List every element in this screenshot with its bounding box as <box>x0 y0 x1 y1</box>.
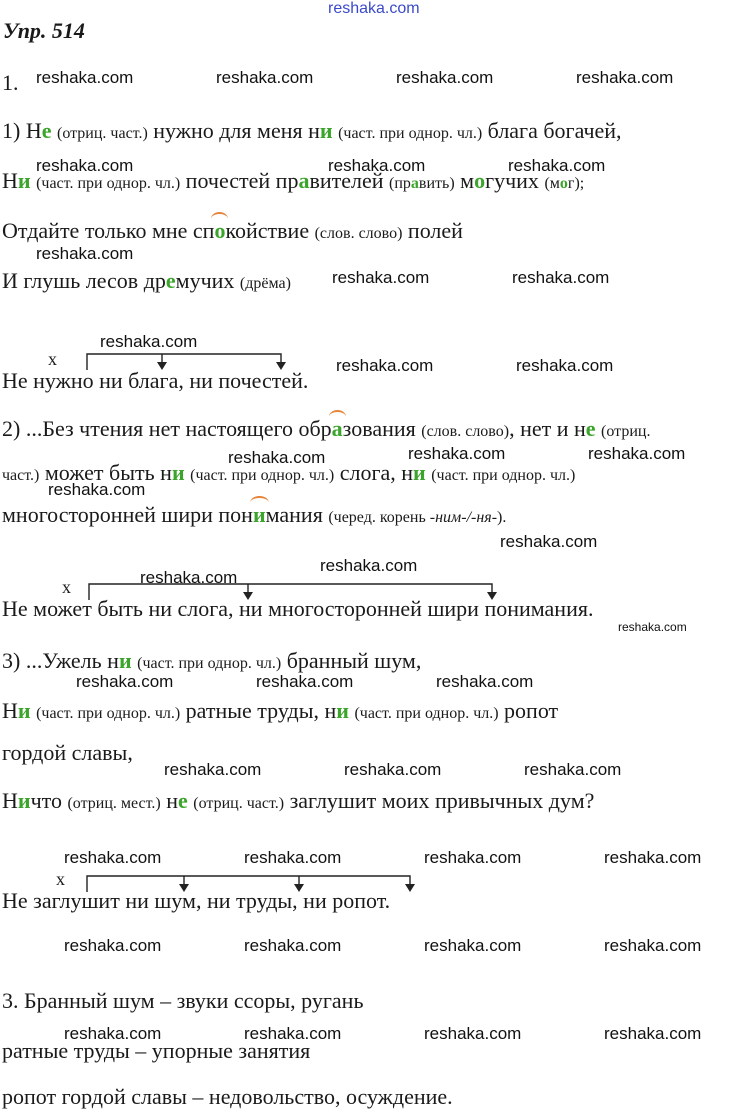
s3-line-4: Ничто (отриц. мест.) не (отриц. част.) заглушит моих привычных дум? <box>2 788 595 813</box>
watermark: reshaka.com <box>64 848 162 867</box>
watermark: reshaka.com <box>332 268 430 287</box>
s2-line-2: част.) может быть ни (част. при однор. чл.) слога, ни (част. при однор. чл.) <box>2 460 576 485</box>
watermark: reshaka.com <box>140 568 238 587</box>
item-3-line-1: 3. Бранный шум – звуки ссоры, ругань <box>2 988 364 1013</box>
watermark: reshaka.com <box>500 532 598 551</box>
watermark: reshaka.com <box>604 936 702 955</box>
watermark: reshaka.com <box>436 672 534 691</box>
s1-line-1: 1) Не (отриц. част.) нужно для меня ни (част. при однор. чл.) блага богачей, <box>2 118 622 143</box>
watermark: reshaka.com <box>36 68 134 87</box>
watermark-top: reshaka.com <box>328 0 420 17</box>
s2-scheme-sentence: Не может быть ни слога, ни многосторонней шири понимания. <box>2 596 594 621</box>
watermark: reshaka.com <box>424 936 522 955</box>
watermark: reshaka.com <box>36 156 134 175</box>
watermark: reshaka.com <box>244 1024 342 1043</box>
watermark: reshaka.com <box>244 936 342 955</box>
watermark: reshaka.com <box>344 760 442 779</box>
item-1-number: 1. <box>2 70 19 95</box>
s1-line-3: Отдайте только мне спокойствие (слов. слово) полей <box>2 218 463 243</box>
s2-scheme-x: x <box>62 577 71 597</box>
watermark: reshaka.com <box>508 156 606 175</box>
watermark: reshaka.com <box>408 444 506 463</box>
item-3-line-2: ратные труды – упорные занятия <box>2 1038 311 1063</box>
s3-line-1: 3) ...Ужель ни (част. при однор. чл.) бранный шум, <box>2 648 422 673</box>
watermark: reshaka.com <box>244 848 342 867</box>
watermark: reshaka.com <box>64 1024 162 1043</box>
watermark: reshaka.com <box>424 848 522 867</box>
watermark: reshaka.com <box>604 1024 702 1043</box>
watermark: reshaka.com <box>100 332 198 351</box>
watermark: reshaka.com <box>48 480 146 499</box>
s1-scheme-x: x <box>48 349 57 369</box>
watermark: reshaka.com <box>164 760 262 779</box>
s3-line-2: Ни (част. при однор. чл.) ратные труды, ни (част. при однор. чл.) ропот <box>2 698 559 723</box>
watermark: reshaka.com <box>256 672 354 691</box>
watermark: reshaka.com <box>228 448 326 467</box>
watermark: reshaka.com <box>512 268 610 287</box>
watermark: reshaka.com <box>618 620 687 634</box>
watermark: reshaka.com <box>36 244 134 263</box>
s3-line-3: гордой славы, <box>2 740 133 765</box>
watermark: reshaka.com <box>576 68 674 87</box>
s3-scheme-x: x <box>56 869 65 889</box>
s1-scheme-sentence: Не нужно ни блага, ни почестей. <box>2 368 309 393</box>
s1-line-4: И глушь лесов дремучих (дрёма) <box>2 268 291 293</box>
watermark: reshaka.com <box>588 444 686 463</box>
watermark: reshaka.com <box>516 356 614 375</box>
watermark: reshaka.com <box>320 556 418 575</box>
s1-line-2: Ни (част. при однор. чл.) почестей правителей (править) могучих (мог); <box>2 168 585 193</box>
s2-line-1: 2) ...Без чтения нет настоящего образования (слов. слово), нет и не (отриц. <box>2 416 651 441</box>
s3-scheme-sentence: Не заглушит ни шум, ни труды, ни ропот. <box>2 888 391 913</box>
watermark: reshaka.com <box>216 68 314 87</box>
exercise-title: Упр. 514 <box>3 18 85 43</box>
watermark: reshaka.com <box>604 848 702 867</box>
watermark: reshaka.com <box>424 1024 522 1043</box>
s2-line-3: многосторонней шири понимания (черед. корень -ним-/-ня-). <box>2 502 507 527</box>
watermark: reshaka.com <box>396 68 494 87</box>
watermark: reshaka.com <box>328 156 426 175</box>
watermark: reshaka.com <box>76 672 174 691</box>
item-3-line-3: ропот гордой славы – недовольство, осуждение. <box>2 1084 453 1109</box>
watermark: reshaka.com <box>64 936 162 955</box>
watermark: reshaka.com <box>336 356 434 375</box>
watermark: reshaka.com <box>524 760 622 779</box>
